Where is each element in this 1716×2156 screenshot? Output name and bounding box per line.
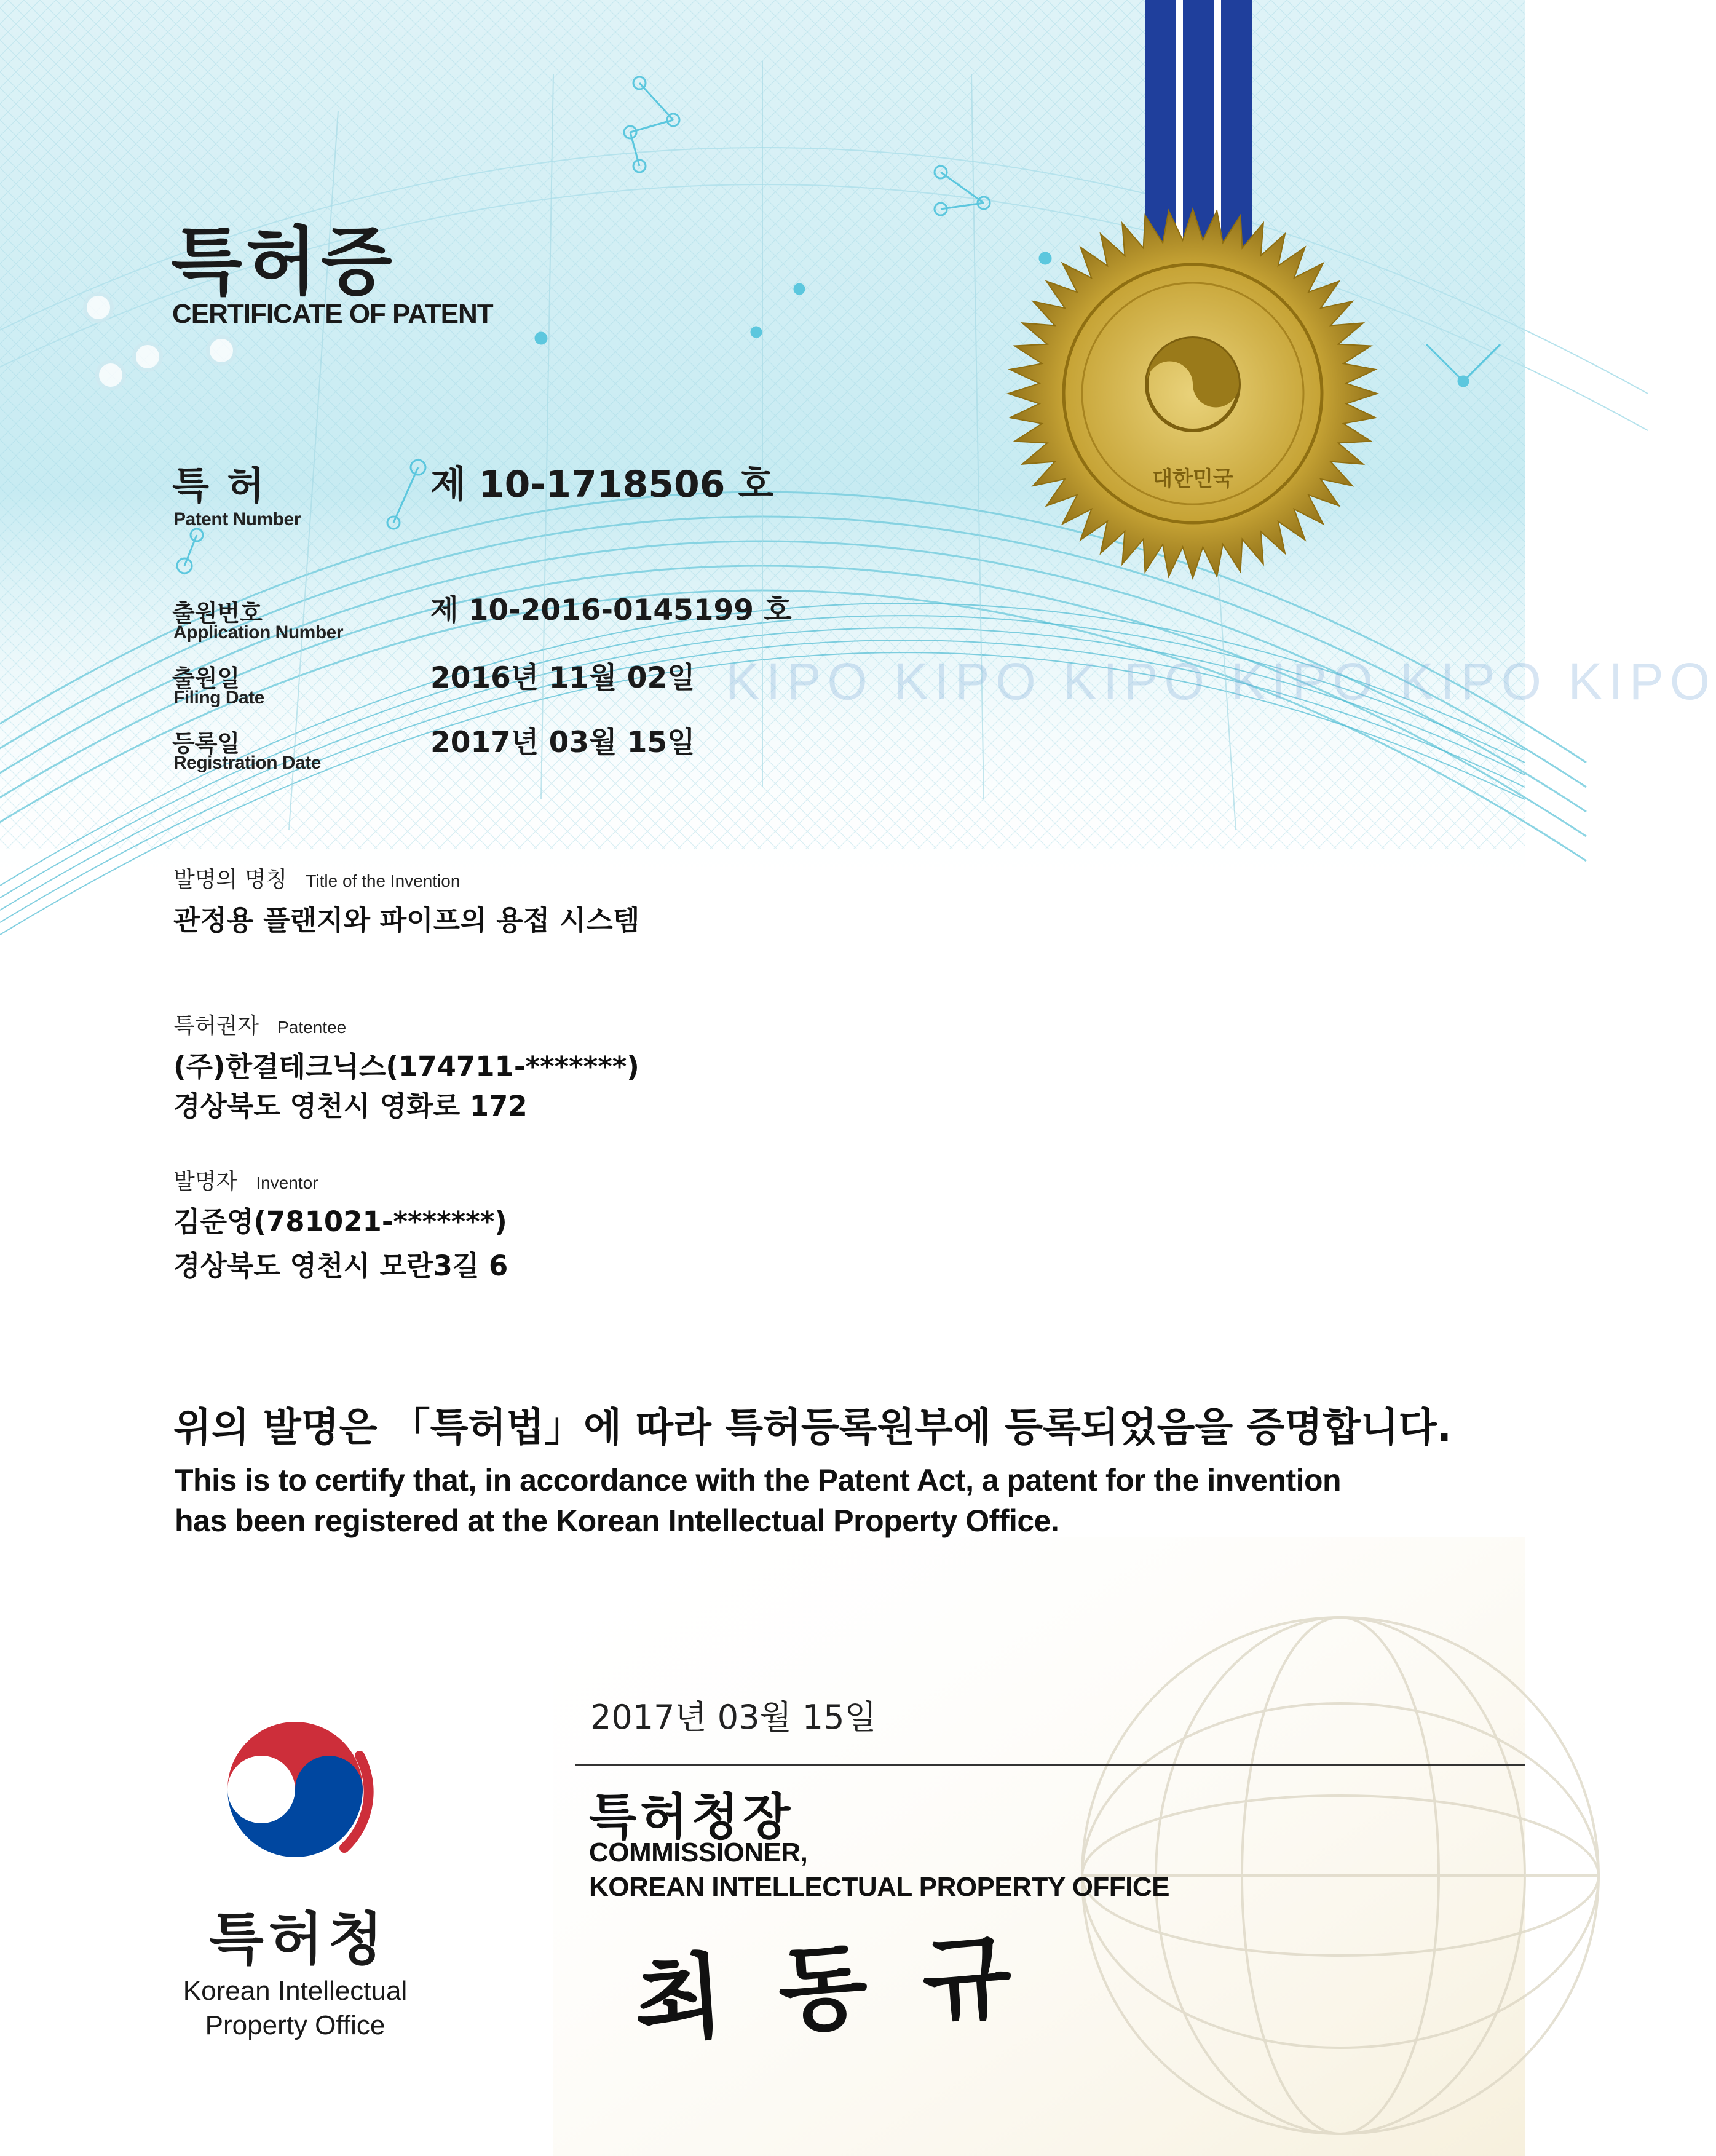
commissioner-title-en-1: COMMISSIONER, — [589, 1837, 808, 1868]
signature-divider — [575, 1764, 1525, 1766]
application-number-value: 제 10-2016-0145199 호 — [430, 593, 792, 627]
application-number-label: 출원번호 — [172, 600, 263, 627]
certification-statement-en-2: has been registered at the Korean Intellectual Property Office. — [175, 1504, 1059, 1538]
registration-date-value: 2017년 03월 15일 — [430, 726, 695, 759]
page-title: 특허증 — [171, 220, 396, 305]
taegeuk-emblem-icon — [203, 1697, 387, 1882]
seal-text: 대한민국 — [1152, 467, 1233, 491]
issue-date: 2017년 03월 15일 — [590, 1698, 877, 1737]
patentee-address: 경상북도 영천시 영화로 172 — [173, 1090, 528, 1122]
gold-seal-icon — [1002, 203, 1383, 584]
invention-title-heading — [173, 862, 460, 894]
commissioner-title-en-2: KOREAN INTELLECTUAL PROPERTY OFFICE — [589, 1872, 1170, 1902]
patentee-label: 특허권자 — [173, 1013, 259, 1039]
patent-number-label: 특 허 — [172, 463, 267, 508]
inventor-label: 발명자 — [173, 1169, 238, 1194]
patentee-heading — [173, 1009, 346, 1040]
watermark-text: KIPO KIPO KIPO KIPO KIPO KIPO — [726, 652, 1716, 710]
filing-date-label-en: Filing Date — [173, 688, 264, 708]
patent-number-label-en: Patent Number — [173, 509, 301, 529]
invention-title-label-en: Title of the Invention — [306, 871, 461, 890]
invention-title-label: 발명의 명칭 — [173, 867, 288, 892]
commissioner-title-ko: 특허청장 — [589, 1788, 794, 1845]
inventor-name: 김준영(781021-*******) — [173, 1205, 507, 1238]
patent-number-value: 제 10-1718506 호 — [430, 463, 774, 506]
filing-date-value: 2016년 11월 02일 — [430, 661, 695, 695]
kipo-name-ko: 특허청 — [209, 1906, 388, 1972]
patentee-name: (주)한결테크닉스(174711-*******) — [173, 1050, 639, 1083]
certification-statement-ko: 위의 발명은 「특허법」에 따라 특허등록원부에 등록되었음을 증명합니다. — [173, 1405, 1452, 1451]
filing-date-label: 출원일 — [172, 665, 240, 692]
inventor-address: 경상북도 영천시 모란3길 6 — [173, 1250, 508, 1282]
inventor-label-en: Inventor — [256, 1173, 318, 1192]
registration-date-label: 등록일 — [172, 730, 240, 757]
application-number-label-en: Application Number — [173, 622, 344, 643]
certification-statement-en-1: This is to certify that, in accordance with the Patent Act, a patent for the invention — [175, 1463, 1342, 1497]
inventor-heading — [173, 1164, 318, 1195]
kipo-name-en: Korean Intellectual Property Office — [183, 1976, 408, 2040]
invention-title-value: 관정용 플랜지와 파이프의 용접 시스템 — [173, 904, 640, 937]
signature: 최동규 — [630, 1917, 1070, 2056]
registration-date-label-en: Registration Date — [173, 753, 321, 773]
page-subtitle: CERTIFICATE OF PATENT — [172, 299, 493, 329]
patentee-label-en: Patentee — [277, 1018, 347, 1037]
